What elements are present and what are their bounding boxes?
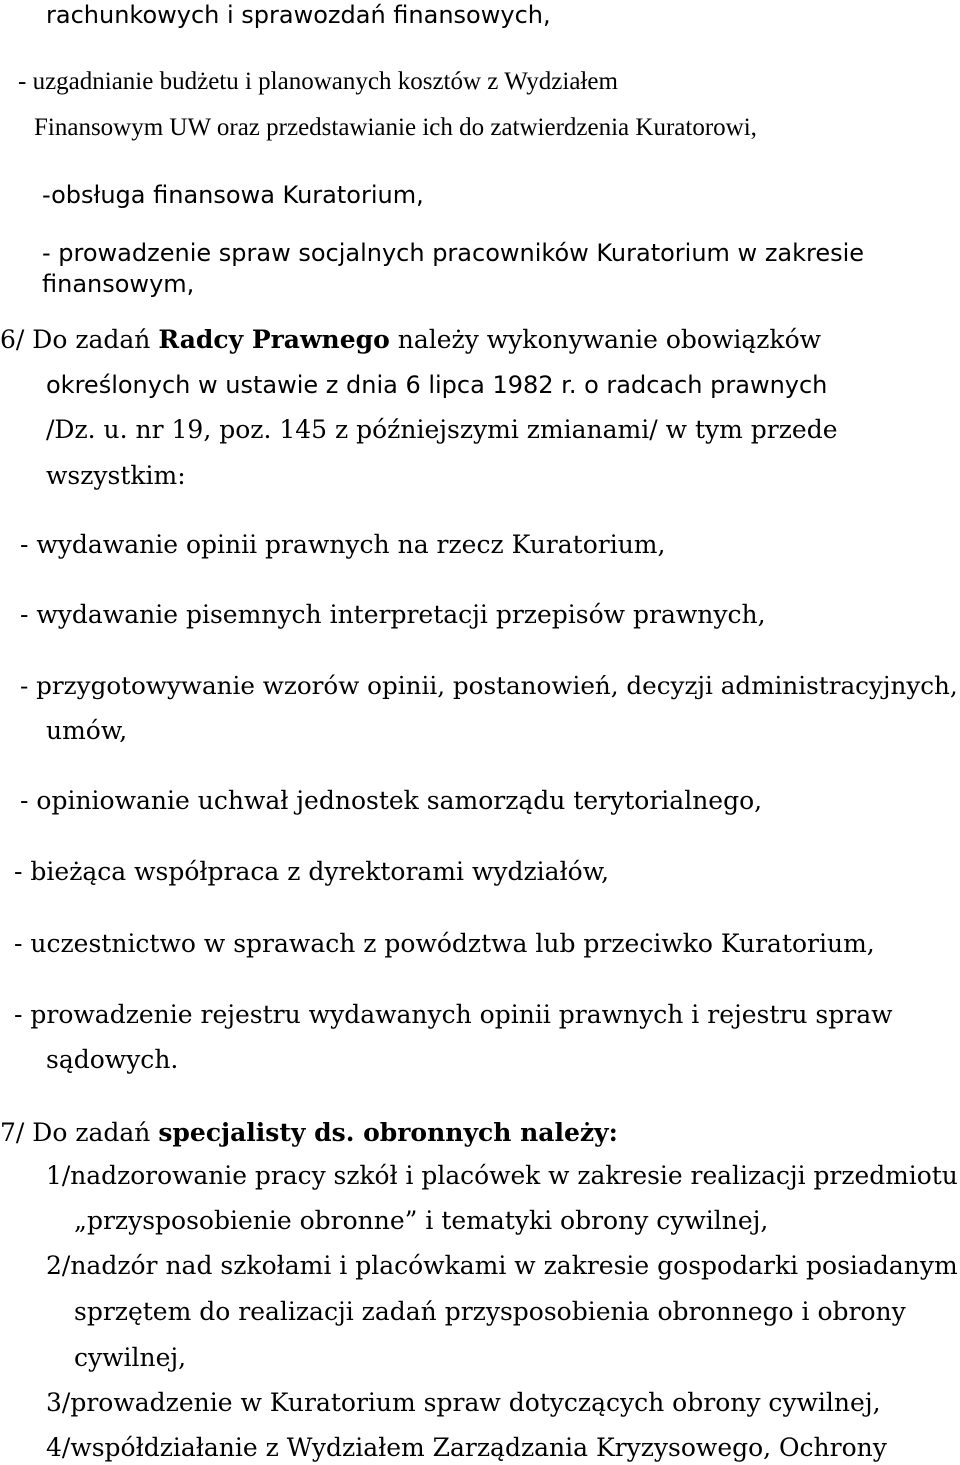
list-item: - uzgadnianie budżetu i planowanych kosztów z Wydziałem [18,68,618,95]
list-item: 2/nadzór nad szkołami i placówkami w zakresie gospodarki posiadanym [46,1251,958,1280]
list-item: 1/nadzorowanie pracy szkół i placówek w zakresie realizacji przedmiotu [46,1161,958,1190]
text-line: sądowych. [46,1045,179,1074]
text-line: cywilnej, [74,1343,187,1372]
list-item: - opiniowanie uchwał jednostek samorządu terytorialnego, [20,786,763,815]
role-name: specjalisty ds. obronnych należy: [158,1118,618,1147]
section-heading-radca: 6/ Do zadań Radcy Prawnego należy wykonywanie obowiązków [0,325,822,354]
role-name: Radcy Prawnego [158,325,390,354]
list-item: - prowadzenie rejestru wydawanych opinii prawnych i rejestru spraw [14,1000,893,1029]
text-line: sprzętem do realizacji zadań przysposobienia obronnego i obrony [74,1297,906,1326]
list-item: - wydawanie opinii prawnych na rzecz Kuratorium, [20,530,666,559]
list-item: -obsługa finansowa Kuratorium, [42,181,424,209]
text-line: „przysposobienie obronne” i tematyki obrony cywilnej, [74,1206,769,1235]
list-item: 4/współdziałanie z Wydziałem Zarządzania Kryzysowego, Ochrony [46,1433,887,1462]
list-item: - przygotowywanie wzorów opinii, postanowień, decyzji administracyjnych, [20,671,958,700]
text-line: rachunkowych i sprawozdań finansowych, [46,1,551,29]
section-heading-specjalista: 7/ Do zadań specjalisty ds. obronnych należy: [0,1118,618,1147]
list-item: - uczestnictwo w sprawach z powództwa lub przeciwko Kuratorium, [14,929,875,958]
list-item: - wydawanie pisemnych interpretacji przepisów prawnych, [20,600,766,629]
text-line: finansowym, [42,270,195,298]
text-line: Finansowym UW oraz przedstawianie ich do zatwierdzenia Kuratorowi, [34,114,757,141]
text-line: umów, [46,716,128,745]
text-line: określonych w ustawie z dnia 6 lipca 1982 r. o radcach prawnych [46,371,828,399]
text-line: wszystkim: [46,461,186,490]
list-item: - prowadzenie spraw socjalnych pracowników Kuratorium w zakresie [42,239,865,267]
list-item: 3/prowadzenie w Kuratorium spraw dotyczących obrony cywilnej, [46,1388,881,1417]
text-line: /Dz. u. nr 19, poz. 145 z późniejszymi zmianami/ w tym przede [46,415,838,444]
list-item: - bieżąca współpraca z dyrektorami wydziałów, [14,857,610,886]
